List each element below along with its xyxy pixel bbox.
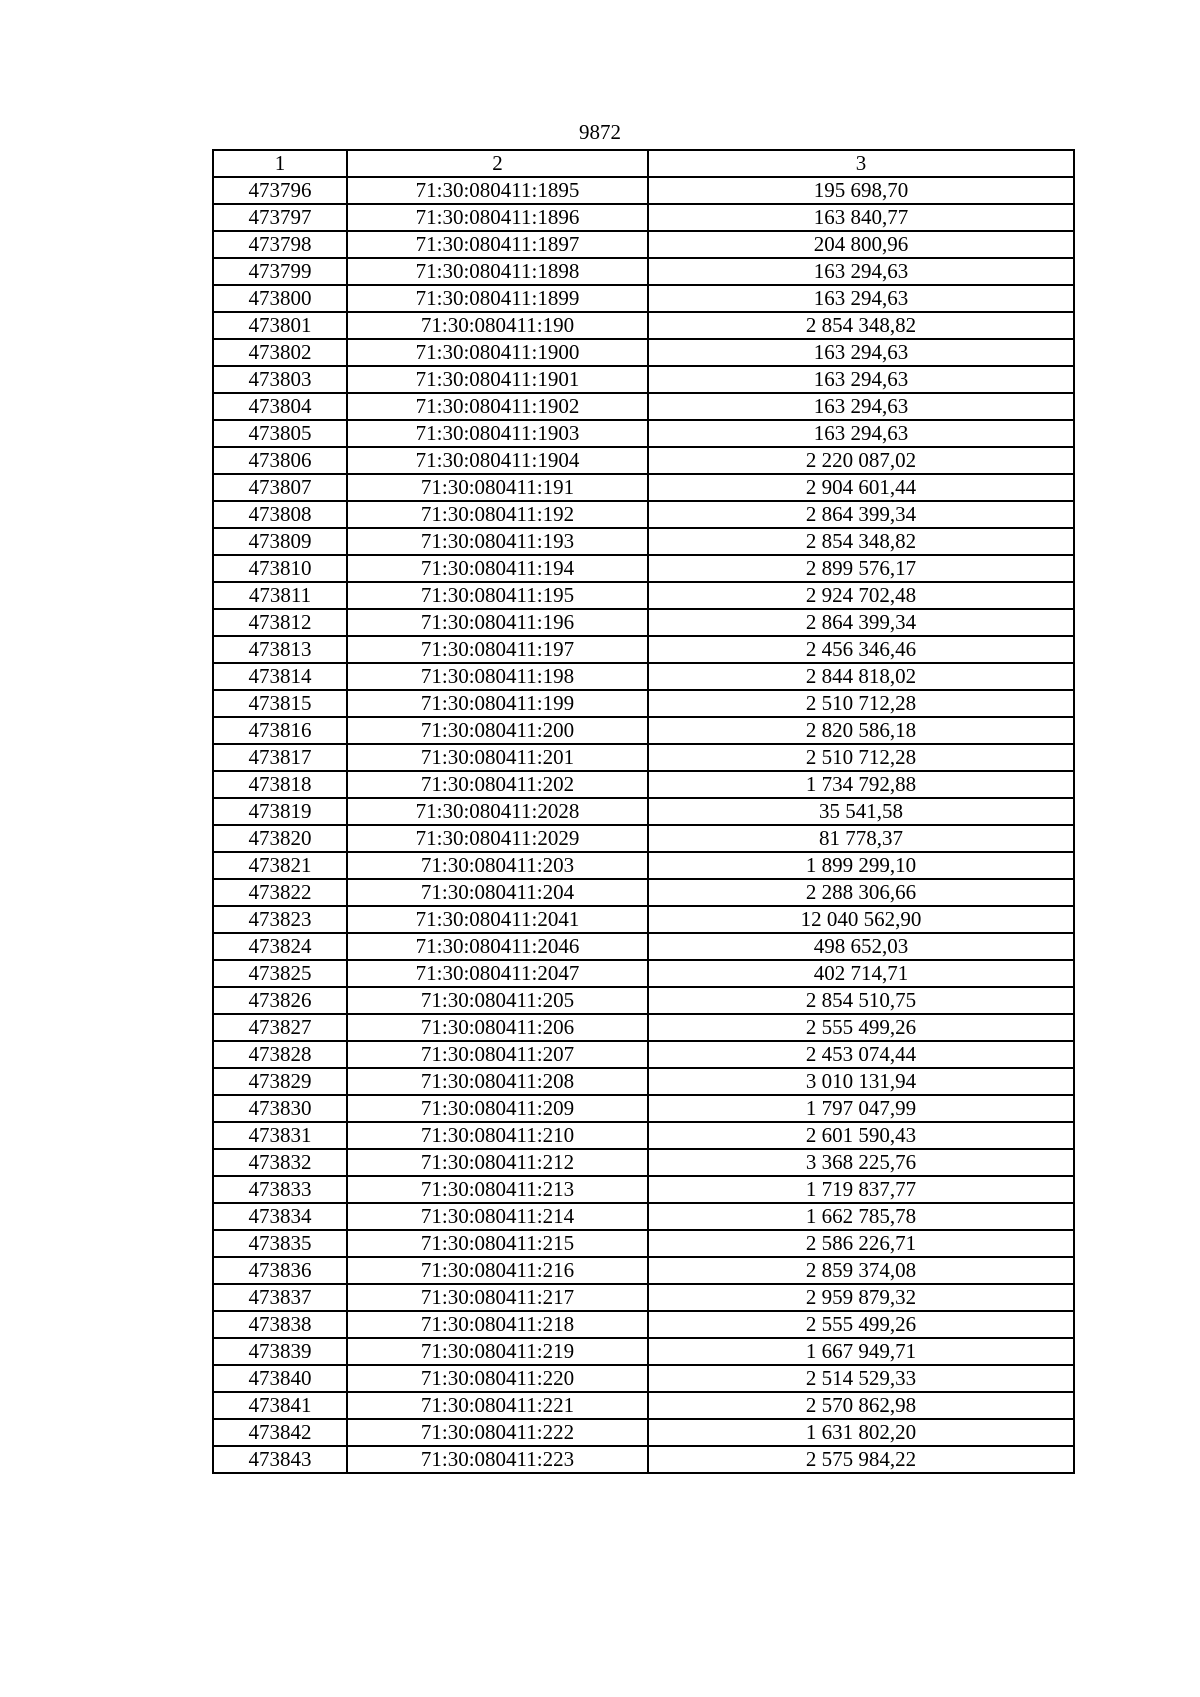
value-cell: 163 840,77 [648, 204, 1074, 231]
cadastral-number-cell: 71:30:080411:218 [347, 1311, 648, 1338]
value-cell: 2 854 348,82 [648, 528, 1074, 555]
cadastral-number-cell: 71:30:080411:196 [347, 609, 648, 636]
value-cell: 2 820 586,18 [648, 717, 1074, 744]
table-row [213, 960, 1074, 987]
row-number-cell: 473828 [213, 1041, 347, 1068]
value-cell: 163 294,63 [648, 420, 1074, 447]
value-cell: 163 294,63 [648, 393, 1074, 420]
row-number-cell: 473818 [213, 771, 347, 798]
page-number: 9872 [579, 120, 621, 144]
table-row [213, 1122, 1074, 1149]
value-cell: 2 924 702,48 [648, 582, 1074, 609]
table-row [213, 636, 1074, 663]
table-row [213, 1176, 1074, 1203]
value-cell: 2 555 499,26 [648, 1014, 1074, 1041]
value-cell: 2 220 087,02 [648, 447, 1074, 474]
cadastral-number-cell: 71:30:080411:223 [347, 1446, 648, 1473]
cadastral-number-cell: 71:30:080411:200 [347, 717, 648, 744]
table-row [213, 1338, 1074, 1365]
registry-table [212, 149, 1075, 1474]
row-number-cell: 473832 [213, 1149, 347, 1176]
row-number-cell: 473798 [213, 231, 347, 258]
cadastral-number-cell: 71:30:080411:212 [347, 1149, 648, 1176]
row-number-cell: 473807 [213, 474, 347, 501]
row-number-cell: 473820 [213, 825, 347, 852]
row-number-cell: 473802 [213, 339, 347, 366]
table-row [213, 366, 1074, 393]
value-cell: 2 859 374,08 [648, 1257, 1074, 1284]
cadastral-number-cell: 71:30:080411:206 [347, 1014, 648, 1041]
value-cell: 2 570 862,98 [648, 1392, 1074, 1419]
row-number-cell: 473811 [213, 582, 347, 609]
value-cell: 163 294,63 [648, 285, 1074, 312]
cadastral-number-cell: 71:30:080411:195 [347, 582, 648, 609]
row-number-cell: 473831 [213, 1122, 347, 1149]
value-cell: 2 899 576,17 [648, 555, 1074, 582]
column-header-1: 1 [213, 150, 347, 177]
row-number-cell: 473810 [213, 555, 347, 582]
table-row [213, 1419, 1074, 1446]
row-number-cell: 473842 [213, 1419, 347, 1446]
value-cell: 163 294,63 [648, 366, 1074, 393]
value-cell: 3 010 131,94 [648, 1068, 1074, 1095]
table-body [213, 177, 1074, 1473]
row-number-cell: 473825 [213, 960, 347, 987]
value-cell: 163 294,63 [648, 258, 1074, 285]
cadastral-number-cell: 71:30:080411:194 [347, 555, 648, 582]
value-cell: 2 854 510,75 [648, 987, 1074, 1014]
table-row [213, 771, 1074, 798]
row-number-cell: 473813 [213, 636, 347, 663]
cadastral-number-cell: 71:30:080411:201 [347, 744, 648, 771]
row-number-cell: 473824 [213, 933, 347, 960]
value-cell: 204 800,96 [648, 231, 1074, 258]
column-header-3: 3 [648, 150, 1074, 177]
cadastral-number-cell: 71:30:080411:193 [347, 528, 648, 555]
cadastral-number-cell: 71:30:080411:1899 [347, 285, 648, 312]
row-number-cell: 473796 [213, 177, 347, 204]
value-cell: 81 778,37 [648, 825, 1074, 852]
value-cell: 2 555 499,26 [648, 1311, 1074, 1338]
value-cell: 2 288 306,66 [648, 879, 1074, 906]
row-number-cell: 473803 [213, 366, 347, 393]
row-number-cell: 473821 [213, 852, 347, 879]
cadastral-number-cell: 71:30:080411:191 [347, 474, 648, 501]
row-number-cell: 473823 [213, 906, 347, 933]
cadastral-number-cell: 71:30:080411:1896 [347, 204, 648, 231]
row-number-cell: 473841 [213, 1392, 347, 1419]
cadastral-number-cell: 71:30:080411:1900 [347, 339, 648, 366]
cadastral-number-cell: 71:30:080411:222 [347, 1419, 648, 1446]
table-row [213, 1041, 1074, 1068]
row-number-cell: 473805 [213, 420, 347, 447]
row-number-cell: 473819 [213, 798, 347, 825]
row-number-cell: 473804 [213, 393, 347, 420]
row-number-cell: 473822 [213, 879, 347, 906]
table-row [213, 258, 1074, 285]
table-row [213, 339, 1074, 366]
table-row [213, 177, 1074, 204]
row-number-cell: 473836 [213, 1257, 347, 1284]
value-cell: 2 854 348,82 [648, 312, 1074, 339]
table-row [213, 798, 1074, 825]
row-number-cell: 473800 [213, 285, 347, 312]
cadastral-number-cell: 71:30:080411:204 [347, 879, 648, 906]
table-row [213, 528, 1074, 555]
cadastral-number-cell: 71:30:080411:1903 [347, 420, 648, 447]
value-cell: 2 904 601,44 [648, 474, 1074, 501]
table-row [213, 447, 1074, 474]
value-cell: 2 959 879,32 [648, 1284, 1074, 1311]
value-cell: 2 510 712,28 [648, 690, 1074, 717]
table-row [213, 285, 1074, 312]
row-number-cell: 473837 [213, 1284, 347, 1311]
cadastral-number-cell: 71:30:080411:1902 [347, 393, 648, 420]
value-cell: 12 040 562,90 [648, 906, 1074, 933]
table-row [213, 879, 1074, 906]
value-cell: 498 652,03 [648, 933, 1074, 960]
table-row [213, 1014, 1074, 1041]
row-number-cell: 473817 [213, 744, 347, 771]
row-number-cell: 473835 [213, 1230, 347, 1257]
value-cell: 1 734 792,88 [648, 771, 1074, 798]
value-cell: 195 698,70 [648, 177, 1074, 204]
cadastral-number-cell: 71:30:080411:208 [347, 1068, 648, 1095]
cadastral-number-cell: 71:30:080411:215 [347, 1230, 648, 1257]
row-number-cell: 473801 [213, 312, 347, 339]
table-row [213, 1203, 1074, 1230]
cadastral-number-cell: 71:30:080411:197 [347, 636, 648, 663]
cadastral-number-cell: 71:30:080411:216 [347, 1257, 648, 1284]
table-row [213, 1257, 1074, 1284]
row-number-cell: 473797 [213, 204, 347, 231]
value-cell: 2 456 346,46 [648, 636, 1074, 663]
row-number-cell: 473806 [213, 447, 347, 474]
header-row [213, 150, 1074, 177]
value-cell: 1 719 837,77 [648, 1176, 1074, 1203]
value-cell: 2 514 529,33 [648, 1365, 1074, 1392]
row-number-cell: 473840 [213, 1365, 347, 1392]
cadastral-number-cell: 71:30:080411:1897 [347, 231, 648, 258]
table-row [213, 1068, 1074, 1095]
cadastral-number-cell: 71:30:080411:220 [347, 1365, 648, 1392]
cadastral-number-cell: 71:30:080411:198 [347, 663, 648, 690]
table-row [213, 1446, 1074, 1473]
row-number-cell: 473843 [213, 1446, 347, 1473]
cadastral-number-cell: 71:30:080411:199 [347, 690, 648, 717]
cadastral-number-cell: 71:30:080411:221 [347, 1392, 648, 1419]
table-row [213, 825, 1074, 852]
table-row [213, 852, 1074, 879]
cadastral-number-cell: 71:30:080411:207 [347, 1041, 648, 1068]
row-number-cell: 473834 [213, 1203, 347, 1230]
value-cell: 1 899 299,10 [648, 852, 1074, 879]
table-row [213, 1392, 1074, 1419]
cadastral-number-cell: 71:30:080411:213 [347, 1176, 648, 1203]
row-number-cell: 473809 [213, 528, 347, 555]
value-cell: 2 453 074,44 [648, 1041, 1074, 1068]
value-cell: 402 714,71 [648, 960, 1074, 987]
cadastral-number-cell: 71:30:080411:192 [347, 501, 648, 528]
table-row [213, 555, 1074, 582]
table-row [213, 393, 1074, 420]
table-row [213, 474, 1074, 501]
table-row [213, 717, 1074, 744]
table-row [213, 663, 1074, 690]
value-cell: 1 631 802,20 [648, 1419, 1074, 1446]
cadastral-number-cell: 71:30:080411:190 [347, 312, 648, 339]
value-cell: 35 541,58 [648, 798, 1074, 825]
table-row [213, 1230, 1074, 1257]
cadastral-number-cell: 71:30:080411:210 [347, 1122, 648, 1149]
cadastral-number-cell: 71:30:080411:1895 [347, 177, 648, 204]
value-cell: 2 510 712,28 [648, 744, 1074, 771]
row-number-cell: 473838 [213, 1311, 347, 1338]
table-row [213, 420, 1074, 447]
cadastral-number-cell: 71:30:080411:2041 [347, 906, 648, 933]
cadastral-number-cell: 71:30:080411:1898 [347, 258, 648, 285]
cadastral-number-cell: 71:30:080411:209 [347, 1095, 648, 1122]
value-cell: 1 667 949,71 [648, 1338, 1074, 1365]
row-number-cell: 473812 [213, 609, 347, 636]
value-cell: 2 864 399,34 [648, 609, 1074, 636]
table-row [213, 987, 1074, 1014]
row-number-cell: 473826 [213, 987, 347, 1014]
row-number-cell: 473830 [213, 1095, 347, 1122]
value-cell: 1 662 785,78 [648, 1203, 1074, 1230]
value-cell: 2 575 984,22 [648, 1446, 1074, 1473]
column-header-2: 2 [347, 150, 648, 177]
table-row [213, 609, 1074, 636]
value-cell: 2 601 590,43 [648, 1122, 1074, 1149]
row-number-cell: 473829 [213, 1068, 347, 1095]
value-cell: 163 294,63 [648, 339, 1074, 366]
table-row [213, 204, 1074, 231]
table-row [213, 744, 1074, 771]
cadastral-number-cell: 71:30:080411:205 [347, 987, 648, 1014]
table-row [213, 1365, 1074, 1392]
value-cell: 1 797 047,99 [648, 1095, 1074, 1122]
cadastral-number-cell: 71:30:080411:214 [347, 1203, 648, 1230]
cadastral-number-cell: 71:30:080411:1904 [347, 447, 648, 474]
cadastral-number-cell: 71:30:080411:1901 [347, 366, 648, 393]
table-row [213, 1149, 1074, 1176]
row-number-cell: 473815 [213, 690, 347, 717]
row-number-cell: 473814 [213, 663, 347, 690]
cadastral-number-cell: 71:30:080411:2028 [347, 798, 648, 825]
table-header [213, 150, 1074, 177]
row-number-cell: 473839 [213, 1338, 347, 1365]
value-cell: 2 864 399,34 [648, 501, 1074, 528]
value-cell: 2 844 818,02 [648, 663, 1074, 690]
row-number-cell: 473816 [213, 717, 347, 744]
row-number-cell: 473827 [213, 1014, 347, 1041]
cadastral-number-cell: 71:30:080411:2029 [347, 825, 648, 852]
table-row [213, 1284, 1074, 1311]
table-row [213, 231, 1074, 258]
row-number-cell: 473833 [213, 1176, 347, 1203]
table-row [213, 906, 1074, 933]
cadastral-number-cell: 71:30:080411:219 [347, 1338, 648, 1365]
cadastral-number-cell: 71:30:080411:203 [347, 852, 648, 879]
value-cell: 2 586 226,71 [648, 1230, 1074, 1257]
table-row [213, 933, 1074, 960]
cadastral-number-cell: 71:30:080411:217 [347, 1284, 648, 1311]
table-row [213, 1311, 1074, 1338]
row-number-cell: 473808 [213, 501, 347, 528]
table-row [213, 312, 1074, 339]
table-row [213, 501, 1074, 528]
table-row [213, 582, 1074, 609]
row-number-cell: 473799 [213, 258, 347, 285]
cadastral-number-cell: 71:30:080411:202 [347, 771, 648, 798]
cadastral-number-cell: 71:30:080411:2046 [347, 933, 648, 960]
table-row [213, 1095, 1074, 1122]
cadastral-number-cell: 71:30:080411:2047 [347, 960, 648, 987]
value-cell: 3 368 225,76 [648, 1149, 1074, 1176]
table-row [213, 690, 1074, 717]
